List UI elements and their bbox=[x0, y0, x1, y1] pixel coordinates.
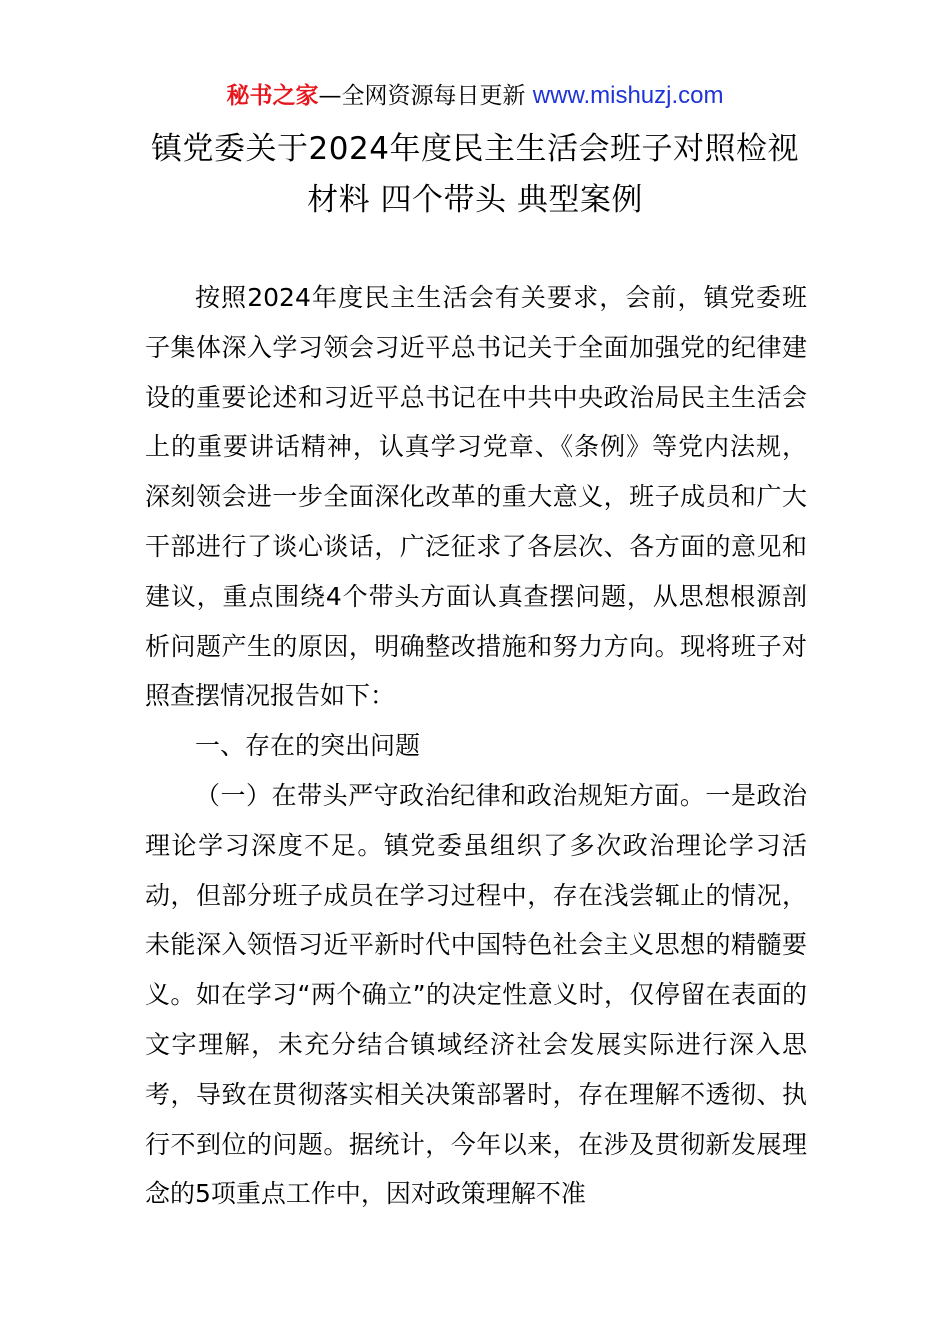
body-paragraph: （一）在带头严守政治纪律和政治规矩方面。一是政治理论学习深度不足。镇党委虽组织了多次政治理论学习活动，但部分班子成员在学习过程中，存在浅尝辄止的情况，未能深入领悟习近平新时代中国特色社会主义思想的精髓要义。如在学习“两个确立”的决定性意义时，仅停留在表面的文字理解，未充分结合镇域经济社会发展实际进行深入思考，导致在贯彻落实相关决策部署时，存在理解不透彻、执行不到位的问题。据统计，今年以来，在涉及贯彻新发展理念的5项重点工作中，因对政策理解不准 bbox=[145, 780, 807, 1209]
banner-tagline: —全网资源每日更新 bbox=[318, 83, 533, 109]
banner-url-link[interactable]: www.mishuzj.com bbox=[532, 82, 724, 109]
document-body bbox=[145, 273, 807, 1219]
site-banner bbox=[0, 80, 950, 112]
document-title-line-2: 材料 四个带头 典型案例 bbox=[307, 182, 643, 218]
document-title-line-1: 镇党委关于2024年度民主生活会班子对照检视 bbox=[151, 131, 799, 167]
intro-paragraph: 按照2024年度民主生活会有关要求，会前，镇党委班子集体深入学习领会习近平总书记关于全面加强党的纪律建设的重要论述和习近平总书记在中共中央政治局民主生活会上的重要讲话精神，认真学习党章、《条例》等党内法规，深刻领会进一步全面深化改革的重大意义，班子成员和广大干部进行了谈心谈话，广泛征求了各层次、各方面的意见和建议，重点围绕4个带头方面认真查摆问题，从思想根源剖析问题产生的原因，明确整改措施和努力方向。现将班子对照查摆情况报告如下： bbox=[145, 283, 807, 711]
document-title bbox=[100, 124, 850, 226]
section-heading: 一、存在的突出问题 bbox=[195, 731, 421, 761]
banner-brand: 秘书之家 bbox=[226, 83, 319, 109]
